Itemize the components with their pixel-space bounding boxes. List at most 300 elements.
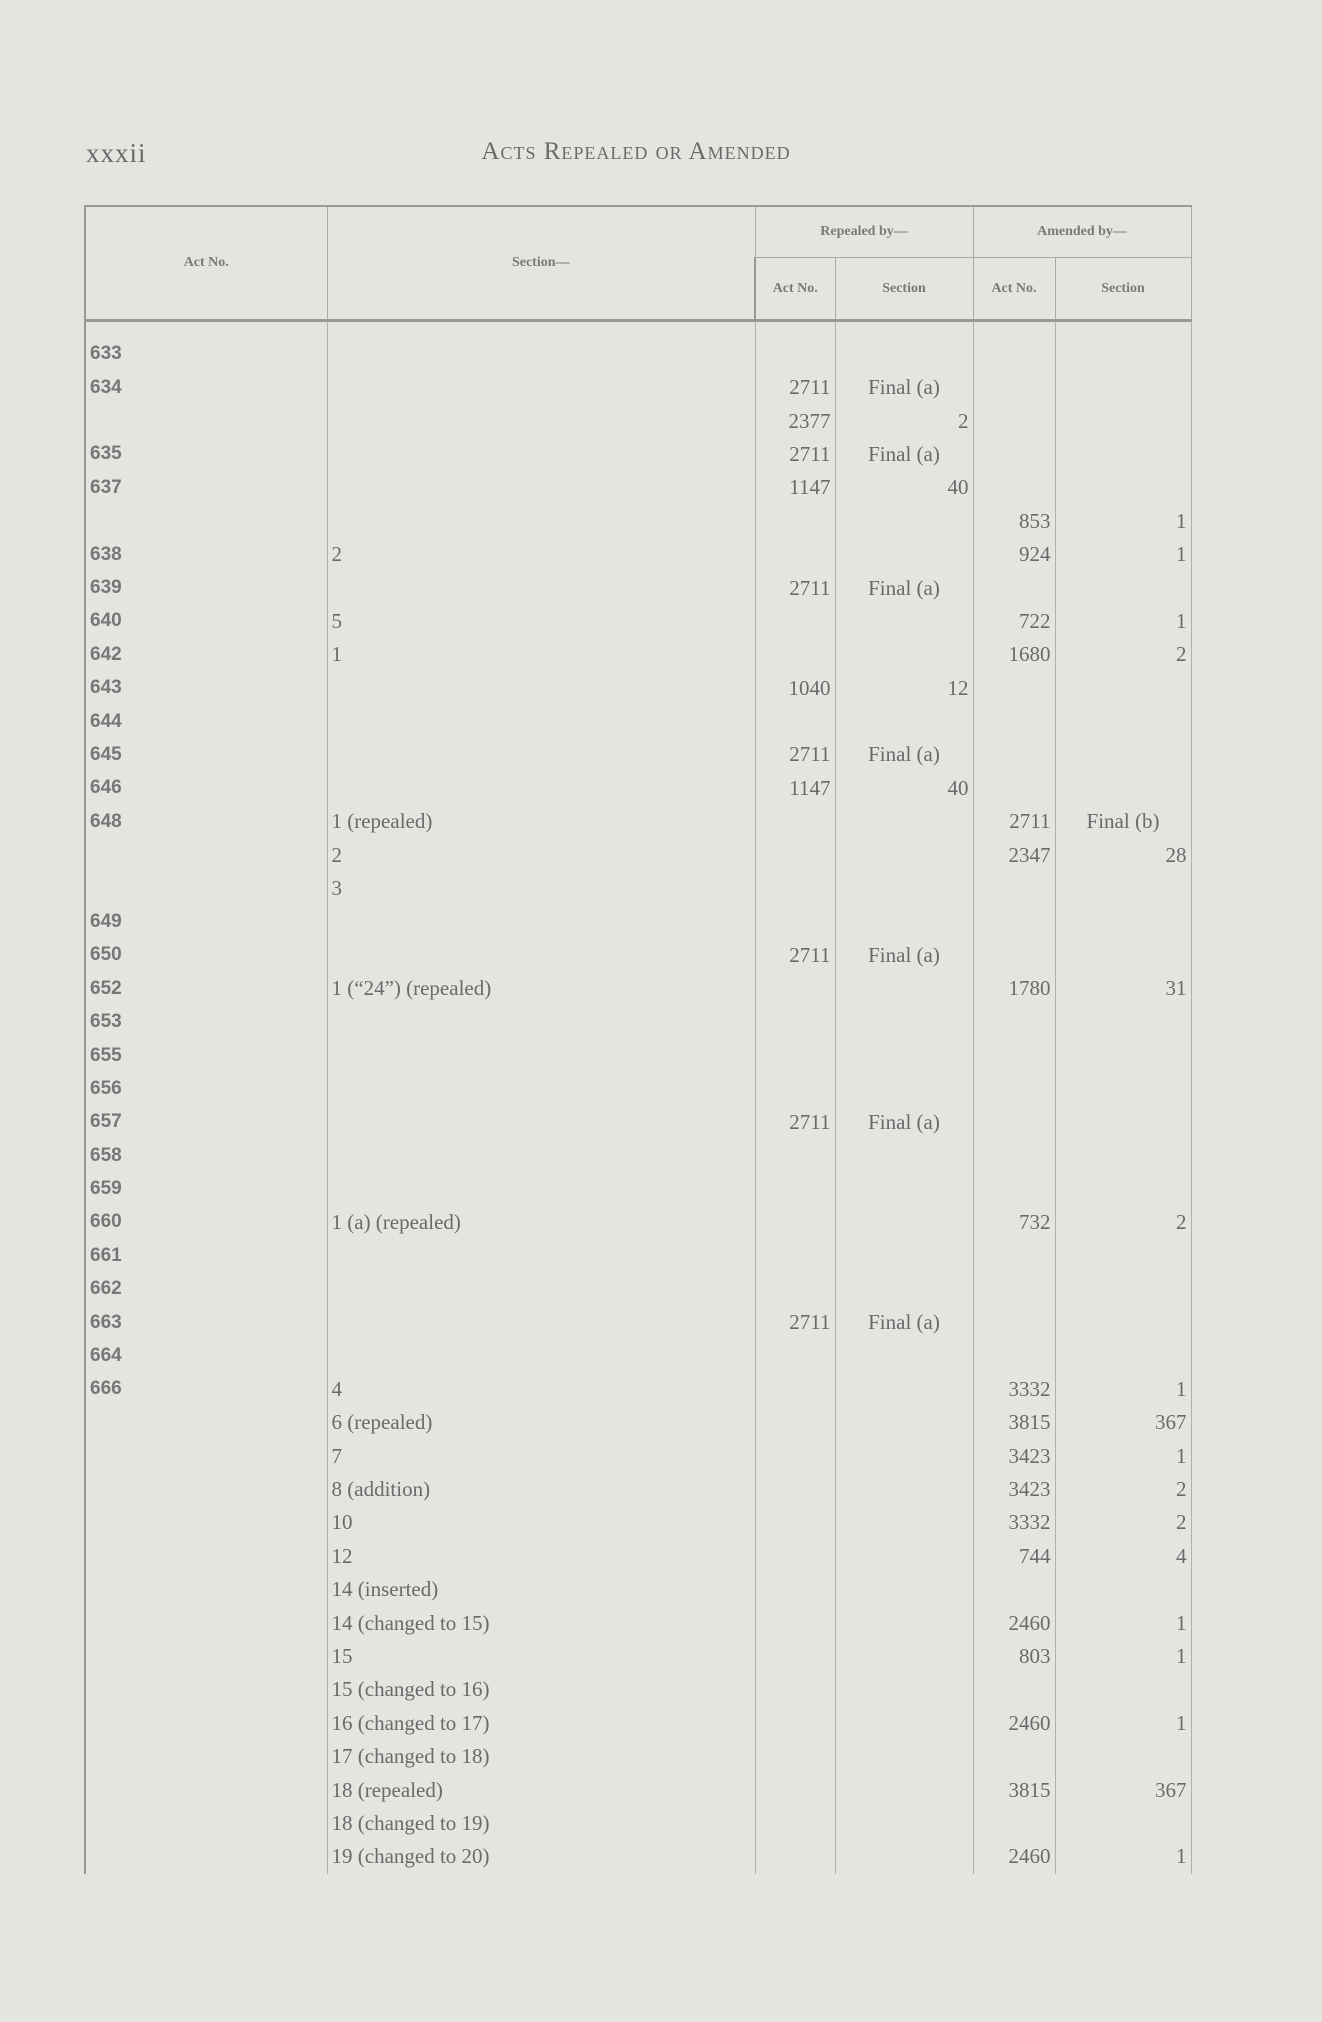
repealed-section-cell: 2 <box>835 404 973 437</box>
act-no-cell: 656 <box>85 1072 327 1105</box>
repealed-act-cell <box>755 905 835 938</box>
amended-act-cell: 2711 <box>973 805 1055 838</box>
repealed-act-cell <box>755 1606 835 1639</box>
amended-section-cell <box>1055 1039 1191 1072</box>
amended-act-cell <box>973 1039 1055 1072</box>
repealed-section-cell <box>835 1139 973 1172</box>
amended-act-cell <box>973 738 1055 771</box>
amended-section-cell: 1 <box>1055 1707 1191 1740</box>
repealed-act-cell <box>755 1072 835 1105</box>
section-cell <box>327 1339 755 1372</box>
act-no-cell: 638 <box>85 538 327 571</box>
table-row <box>85 1606 1191 1639</box>
amended-act-cell: 2460 <box>973 1606 1055 1639</box>
section-cell <box>327 1072 755 1105</box>
amended-section-cell: 367 <box>1055 1406 1191 1439</box>
act-no-cell <box>85 1640 327 1673</box>
repealed-act-cell <box>755 1339 835 1372</box>
act-no-cell: 666 <box>85 1373 327 1406</box>
repealed-act-cell <box>755 1206 835 1239</box>
act-no-cell: 660 <box>85 1206 327 1239</box>
amended-section-cell <box>1055 471 1191 504</box>
amended-act-cell: 924 <box>973 538 1055 571</box>
repealed-act-cell <box>755 638 835 671</box>
table-header <box>85 206 1191 321</box>
amended-section-cell <box>1055 1573 1191 1606</box>
table-row <box>85 1773 1191 1806</box>
repealed-section-cell <box>835 538 973 571</box>
table-row <box>85 538 1191 571</box>
repealed-section-cell <box>835 1606 973 1639</box>
amended-act-cell <box>973 1740 1055 1773</box>
table-row <box>85 939 1191 972</box>
column-header-section: Section— <box>327 206 755 321</box>
repealed-section-cell <box>835 1206 973 1239</box>
table-row <box>85 1473 1191 1506</box>
repealed-section-cell <box>835 321 973 372</box>
section-cell: 12 <box>327 1540 755 1573</box>
section-cell: 1 (a) (repealed) <box>327 1206 755 1239</box>
amended-act-cell <box>973 1072 1055 1105</box>
repealed-act-cell <box>755 1039 835 1072</box>
repealed-section-cell: 40 <box>835 471 973 504</box>
amended-act-cell <box>973 438 1055 471</box>
section-cell <box>327 672 755 705</box>
repealed-act-cell <box>755 1707 835 1740</box>
table-row <box>85 1440 1191 1473</box>
act-no-cell: 663 <box>85 1306 327 1339</box>
act-no-cell <box>85 1406 327 1439</box>
section-cell: 18 (repealed) <box>327 1773 755 1806</box>
amended-act-cell <box>973 872 1055 905</box>
amended-section-cell <box>1055 772 1191 805</box>
repealed-act-cell <box>755 972 835 1005</box>
amended-act-cell <box>973 1339 1055 1372</box>
repealed-act-cell <box>755 505 835 538</box>
amended-section-cell <box>1055 1339 1191 1372</box>
table-row <box>85 705 1191 738</box>
repealed-act-cell <box>755 1506 835 1539</box>
table-row <box>85 1707 1191 1740</box>
act-no-cell <box>85 872 327 905</box>
amended-section-cell <box>1055 705 1191 738</box>
table-row <box>85 1573 1191 1606</box>
repealed-section-cell <box>835 1740 973 1773</box>
amended-section-cell <box>1055 1807 1191 1840</box>
amended-act-cell <box>973 571 1055 604</box>
repealed-act-cell <box>755 1440 835 1473</box>
repealed-act-cell <box>755 1773 835 1806</box>
repealed-section-cell <box>835 838 973 871</box>
section-cell <box>327 321 755 372</box>
repealed-section-cell <box>835 1373 973 1406</box>
section-cell <box>327 905 755 938</box>
amended-section-cell <box>1055 371 1191 404</box>
amended-act-cell <box>973 1139 1055 1172</box>
section-cell <box>327 404 755 437</box>
section-cell: 14 (changed to 15) <box>327 1606 755 1639</box>
amended-section-cell: 4 <box>1055 1540 1191 1573</box>
amended-act-cell: 853 <box>973 505 1055 538</box>
table-row <box>85 1373 1191 1406</box>
act-no-cell: 648 <box>85 805 327 838</box>
repealed-section-cell <box>835 1640 973 1673</box>
section-cell: 10 <box>327 1506 755 1539</box>
table-row <box>85 1740 1191 1773</box>
table-row <box>85 1840 1191 1873</box>
repealed-section-cell <box>835 1339 973 1372</box>
amended-act-cell: 2347 <box>973 838 1055 871</box>
repealed-section-cell <box>835 1473 973 1506</box>
repealed-act-cell: 1040 <box>755 672 835 705</box>
repealed-act-cell <box>755 1540 835 1573</box>
repealed-section-cell: Final (a) <box>835 371 973 404</box>
amended-section-cell: 2 <box>1055 1206 1191 1239</box>
amended-act-cell <box>973 1005 1055 1038</box>
repealed-section-cell <box>835 505 973 538</box>
section-cell <box>327 738 755 771</box>
amended-section-cell: 28 <box>1055 838 1191 871</box>
amended-section-cell <box>1055 1139 1191 1172</box>
repealed-act-cell <box>755 1840 835 1873</box>
section-cell: 5 <box>327 605 755 638</box>
act-no-cell <box>85 1573 327 1606</box>
repealed-section-cell <box>835 905 973 938</box>
table-row <box>85 1172 1191 1205</box>
table-row <box>85 672 1191 705</box>
table-row <box>85 738 1191 771</box>
amended-section-cell <box>1055 1673 1191 1706</box>
table-row <box>85 321 1191 372</box>
section-cell <box>327 505 755 538</box>
repealed-act-cell <box>755 1573 835 1606</box>
table-row <box>85 1640 1191 1673</box>
repealed-section-cell: Final (a) <box>835 939 973 972</box>
section-cell: 18 (changed to 19) <box>327 1807 755 1840</box>
repealed-section-cell: Final (a) <box>835 738 973 771</box>
table-row <box>85 1339 1191 1372</box>
act-no-cell: 657 <box>85 1106 327 1139</box>
amended-section-cell: 2 <box>1055 1506 1191 1539</box>
act-no-cell: 640 <box>85 605 327 638</box>
amended-act-cell <box>973 939 1055 972</box>
repealed-section-cell: Final (a) <box>835 1106 973 1139</box>
repealed-act-cell <box>755 321 835 372</box>
act-no-cell: 652 <box>85 972 327 1005</box>
act-no-cell: 633 <box>85 321 327 372</box>
repealed-section-cell <box>835 1840 973 1873</box>
section-cell: 6 (repealed) <box>327 1406 755 1439</box>
amended-act-cell <box>973 1807 1055 1840</box>
amended-section-cell <box>1055 939 1191 972</box>
amended-act-cell <box>973 404 1055 437</box>
amended-act-cell: 732 <box>973 1206 1055 1239</box>
table-row <box>85 471 1191 504</box>
repealed-act-cell <box>755 705 835 738</box>
act-no-cell <box>85 1440 327 1473</box>
amended-act-cell <box>973 905 1055 938</box>
amended-act-cell: 2460 <box>973 1707 1055 1740</box>
amended-section-cell: 2 <box>1055 1473 1191 1506</box>
act-no-cell <box>85 1540 327 1573</box>
repealed-section-cell <box>835 1440 973 1473</box>
amended-section-cell: 1 <box>1055 538 1191 571</box>
amended-section-cell: 1 <box>1055 1640 1191 1673</box>
section-cell: 1 (“24”) (repealed) <box>327 972 755 1005</box>
section-cell <box>327 1273 755 1306</box>
repealed-section-cell: Final (a) <box>835 1306 973 1339</box>
act-no-cell: 645 <box>85 738 327 771</box>
table-row <box>85 838 1191 871</box>
column-header-repealed-by: Repealed by— <box>755 206 973 258</box>
amended-section-cell: 1 <box>1055 605 1191 638</box>
amended-section-cell: 31 <box>1055 972 1191 1005</box>
repealed-section-cell: 12 <box>835 672 973 705</box>
act-no-cell: 634 <box>85 371 327 404</box>
repealed-act-cell: 1147 <box>755 772 835 805</box>
table-row <box>85 571 1191 604</box>
page-number: xxxii <box>86 138 147 168</box>
act-no-cell: 661 <box>85 1239 327 1272</box>
section-cell <box>327 705 755 738</box>
amended-section-cell <box>1055 872 1191 905</box>
repealed-act-cell <box>755 1172 835 1205</box>
amended-act-cell: 3815 <box>973 1773 1055 1806</box>
column-header-act-no: Act No. <box>85 206 327 321</box>
repealed-section-cell <box>835 1773 973 1806</box>
amended-act-cell <box>973 1673 1055 1706</box>
table-row <box>85 1807 1191 1840</box>
act-no-cell: 643 <box>85 672 327 705</box>
page-header <box>86 138 1186 178</box>
subheader-amended-act-no: Act No. <box>973 258 1055 321</box>
acts-table <box>84 205 1192 1874</box>
table-row <box>85 1206 1191 1239</box>
acts-table-container <box>84 205 1190 1869</box>
section-cell <box>327 1306 755 1339</box>
section-cell: 16 (changed to 17) <box>327 1707 755 1740</box>
amended-section-cell <box>1055 1273 1191 1306</box>
section-cell <box>327 371 755 404</box>
act-no-cell <box>85 1840 327 1873</box>
repealed-act-cell <box>755 1005 835 1038</box>
repealed-section-cell <box>835 972 973 1005</box>
amended-act-cell <box>973 1172 1055 1205</box>
amended-section-cell <box>1055 738 1191 771</box>
repealed-act-cell: 2711 <box>755 939 835 972</box>
repealed-section-cell <box>835 1807 973 1840</box>
amended-act-cell: 3423 <box>973 1440 1055 1473</box>
repealed-section-cell <box>835 1406 973 1439</box>
table-row <box>85 1306 1191 1339</box>
amended-section-cell: 2 <box>1055 638 1191 671</box>
repealed-section-cell: Final (a) <box>835 438 973 471</box>
section-cell: 1 <box>327 638 755 671</box>
repealed-act-cell: 2711 <box>755 1306 835 1339</box>
amended-section-cell <box>1055 1306 1191 1339</box>
act-no-cell: 664 <box>85 1339 327 1372</box>
repealed-act-cell: 2711 <box>755 371 835 404</box>
amended-section-cell: 1 <box>1055 1440 1191 1473</box>
repealed-act-cell <box>755 1740 835 1773</box>
act-no-cell <box>85 838 327 871</box>
amended-act-cell <box>973 1239 1055 1272</box>
section-cell <box>327 1139 755 1172</box>
table-row <box>85 505 1191 538</box>
amended-section-cell <box>1055 905 1191 938</box>
page-title: Acts Repealed or Amended <box>481 138 791 165</box>
repealed-section-cell <box>835 1072 973 1105</box>
section-cell <box>327 471 755 504</box>
repealed-section-cell <box>835 1005 973 1038</box>
act-no-cell: 639 <box>85 571 327 604</box>
table-body <box>85 321 1191 1874</box>
subheader-amended-section: Section <box>1055 258 1191 321</box>
section-cell: 7 <box>327 1440 755 1473</box>
repealed-section-cell <box>835 1273 973 1306</box>
amended-act-cell: 744 <box>973 1540 1055 1573</box>
table-row <box>85 772 1191 805</box>
table-row <box>85 1673 1191 1706</box>
repealed-section-cell <box>835 605 973 638</box>
section-cell: 17 (changed to 18) <box>327 1740 755 1773</box>
repealed-section-cell: Final (a) <box>835 571 973 604</box>
amended-act-cell: 1780 <box>973 972 1055 1005</box>
amended-act-cell <box>973 371 1055 404</box>
act-no-cell <box>85 1740 327 1773</box>
amended-section-cell <box>1055 1740 1191 1773</box>
amended-act-cell: 3815 <box>973 1406 1055 1439</box>
repealed-act-cell: 2377 <box>755 404 835 437</box>
repealed-act-cell <box>755 1373 835 1406</box>
table-row <box>85 1072 1191 1105</box>
repealed-act-cell <box>755 1406 835 1439</box>
repealed-act-cell <box>755 805 835 838</box>
subheader-repealed-section: Section <box>835 258 973 321</box>
amended-section-cell <box>1055 321 1191 372</box>
repealed-act-cell <box>755 872 835 905</box>
amended-section-cell <box>1055 571 1191 604</box>
section-cell: 15 (changed to 16) <box>327 1673 755 1706</box>
repealed-act-cell: 2711 <box>755 738 835 771</box>
amended-act-cell <box>973 772 1055 805</box>
amended-section-cell: 367 <box>1055 1773 1191 1806</box>
table-row <box>85 438 1191 471</box>
repealed-section-cell: 40 <box>835 772 973 805</box>
amended-section-cell: 1 <box>1055 1840 1191 1873</box>
table-row <box>85 805 1191 838</box>
act-no-cell: 655 <box>85 1039 327 1072</box>
act-no-cell: 662 <box>85 1273 327 1306</box>
table-row <box>85 1239 1191 1272</box>
amended-act-cell <box>973 705 1055 738</box>
table-row <box>85 905 1191 938</box>
repealed-section-cell <box>835 1573 973 1606</box>
section-cell: 1 (repealed) <box>327 805 755 838</box>
repealed-act-cell <box>755 838 835 871</box>
act-no-cell: 653 <box>85 1005 327 1038</box>
amended-section-cell: 1 <box>1055 505 1191 538</box>
amended-act-cell <box>973 471 1055 504</box>
repealed-act-cell <box>755 1273 835 1306</box>
table-row <box>85 872 1191 905</box>
table-row <box>85 404 1191 437</box>
table-row <box>85 1506 1191 1539</box>
amended-act-cell: 722 <box>973 605 1055 638</box>
amended-act-cell: 3332 <box>973 1506 1055 1539</box>
section-cell: 15 <box>327 1640 755 1673</box>
section-cell <box>327 1172 755 1205</box>
repealed-act-cell: 2711 <box>755 1106 835 1139</box>
repealed-section-cell <box>835 1540 973 1573</box>
repealed-act-cell <box>755 1807 835 1840</box>
repealed-section-cell <box>835 805 973 838</box>
repealed-section-cell <box>835 1673 973 1706</box>
act-no-cell: 649 <box>85 905 327 938</box>
table-row <box>85 1540 1191 1573</box>
act-no-cell <box>85 1506 327 1539</box>
repealed-section-cell <box>835 1172 973 1205</box>
section-cell <box>327 438 755 471</box>
table-row <box>85 371 1191 404</box>
act-no-cell: 635 <box>85 438 327 471</box>
section-cell: 19 (changed to 20) <box>327 1840 755 1873</box>
act-no-cell: 646 <box>85 772 327 805</box>
amended-section-cell <box>1055 438 1191 471</box>
table-row <box>85 1273 1191 1306</box>
act-no-cell <box>85 1773 327 1806</box>
act-no-cell: 642 <box>85 638 327 671</box>
act-no-cell: 659 <box>85 1172 327 1205</box>
act-no-cell <box>85 1807 327 1840</box>
act-no-cell: 650 <box>85 939 327 972</box>
amended-act-cell: 3332 <box>973 1373 1055 1406</box>
amended-section-cell <box>1055 672 1191 705</box>
table-row <box>85 972 1191 1005</box>
section-cell <box>327 1106 755 1139</box>
amended-section-cell <box>1055 404 1191 437</box>
repealed-act-cell <box>755 1473 835 1506</box>
repealed-section-cell <box>835 1707 973 1740</box>
section-cell <box>327 1239 755 1272</box>
table-row <box>85 1039 1191 1072</box>
repealed-act-cell <box>755 538 835 571</box>
section-cell <box>327 571 755 604</box>
section-cell: 4 <box>327 1373 755 1406</box>
section-cell: 8 (addition) <box>327 1473 755 1506</box>
amended-act-cell <box>973 1306 1055 1339</box>
repealed-act-cell: 1147 <box>755 471 835 504</box>
section-cell <box>327 772 755 805</box>
amended-act-cell <box>973 1273 1055 1306</box>
repealed-act-cell: 2711 <box>755 571 835 604</box>
amended-act-cell: 803 <box>973 1640 1055 1673</box>
amended-section-cell <box>1055 1072 1191 1105</box>
repealed-act-cell <box>755 1673 835 1706</box>
section-cell: 2 <box>327 538 755 571</box>
act-no-cell: 644 <box>85 705 327 738</box>
section-cell: 14 (inserted) <box>327 1573 755 1606</box>
amended-act-cell <box>973 1573 1055 1606</box>
repealed-act-cell <box>755 1139 835 1172</box>
repealed-section-cell <box>835 1506 973 1539</box>
column-header-amended-by: Amended by— <box>973 206 1191 258</box>
amended-act-cell: 3423 <box>973 1473 1055 1506</box>
section-cell <box>327 939 755 972</box>
table-row <box>85 638 1191 671</box>
repealed-section-cell <box>835 1039 973 1072</box>
repealed-section-cell <box>835 872 973 905</box>
